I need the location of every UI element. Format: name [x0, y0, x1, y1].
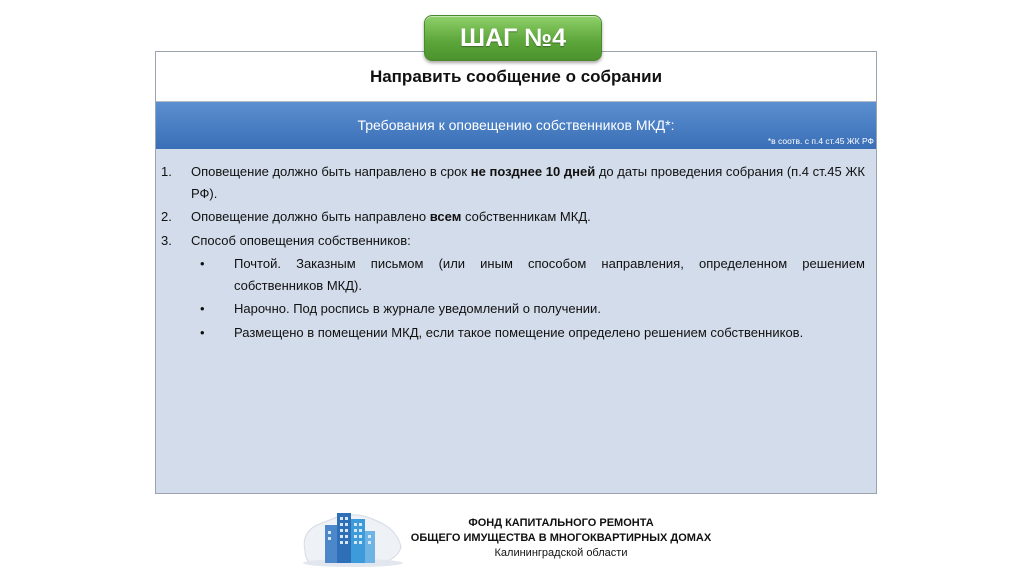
- list-text: Способ оповещения собственников:: [191, 232, 411, 248]
- list-item: [161, 161, 865, 204]
- list-text: Оповещение должно быть направлено всем собственникам МКД.: [191, 209, 591, 224]
- bullet-item: [161, 253, 865, 296]
- bullet-text: Нарочно. Под роспись в журнале уведомлений о получении.: [234, 301, 601, 316]
- list-number: 2.: [161, 209, 172, 224]
- footer-line: ОБЩЕГО ИМУЩЕСТВА В МНОГОКВАРТИРНЫХ ДОМАХ: [410, 532, 712, 544]
- list-text: Оповещение должно быть направлено в срок не позднее 10 дней до даты проведения собрания (п.4 ст.45 ЖК РФ).: [191, 164, 865, 201]
- requirements-list: [156, 149, 876, 343]
- bullet-item: [161, 298, 865, 320]
- panel-title: Направить сообщение о собрании: [156, 52, 876, 102]
- bullet-item: [161, 322, 865, 344]
- step-badge: ШАГ №4: [424, 15, 602, 61]
- list-item: [161, 206, 865, 228]
- footer-line: ФОНД КАПИТАЛЬНОГО РЕМОНТА: [468, 517, 654, 529]
- emphasis: всем: [429, 209, 462, 224]
- bullet-icon: •: [200, 256, 205, 271]
- content-panel: [155, 51, 877, 494]
- bullet-text: Почтой. Заказным письмом (или иным способом направления, определенном решением собственников МКД).: [234, 256, 865, 293]
- footer-region: Калининградской области: [494, 547, 628, 559]
- list-number: 3.: [161, 232, 172, 248]
- list-number: 1.: [161, 164, 172, 179]
- footer-org: [400, 516, 722, 561]
- buildings-icon: [297, 503, 415, 571]
- bullet-icon: •: [200, 301, 205, 316]
- bullet-icon: •: [200, 324, 205, 340]
- bullet-text: Размещено в помещении МКД, если такое помещение определено решением собственников.: [234, 324, 804, 340]
- requirements-title: Требования к оповещению собственников МКД*:: [357, 117, 675, 133]
- requirements-note: *в соотв. с п.4 ст.45 ЖК РФ: [767, 136, 874, 146]
- requirements-bar: [156, 102, 876, 149]
- emphasis: не позднее 10 дней: [470, 164, 596, 179]
- list-item: [161, 230, 865, 252]
